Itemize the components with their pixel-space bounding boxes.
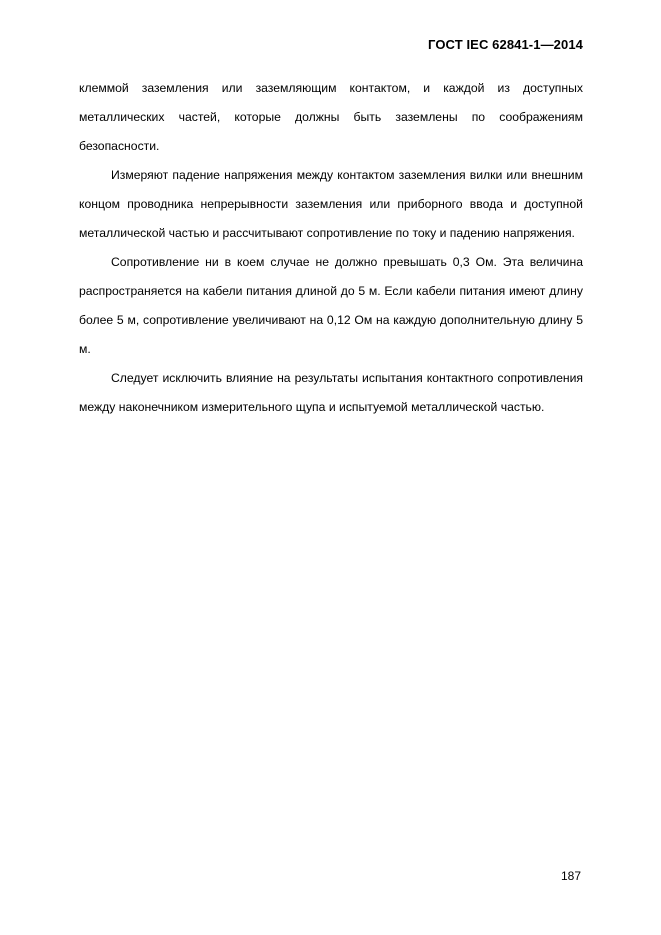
document-header: ГОСТ IEC 62841-1—2014 xyxy=(428,37,583,52)
paragraph-continuation: клеммой заземления или заземляющим контактом, и каждой из доступных металлических частей, которые должны быть заземлены по соображениям безопасности. xyxy=(79,81,583,153)
paragraph-resistance-limit: Сопротивление ни в коем случае не должно превышать 0,3 Ом. Эта величина распространяется на кабели питания длиной до 5 м. Если кабели питания имеют длину более 5 м, сопротивление увеличивают на 0,12 Ом на каждую дополнительную длину 5 м. xyxy=(79,255,583,356)
paragraph-contact-resistance: Следует исключить влияние на результаты испытания контактного сопротивления между наконечником измерительного щупа и испытуемой металлической частью. xyxy=(79,371,583,414)
paragraph-measurement: Измеряют падение напряжения между контактом заземления вилки или внешним концом проводника непрерывности заземления или приборного ввода и доступной металлической частью и рассчитывают сопротивление по току и падению напряжения. xyxy=(79,168,583,240)
page-number: 187 xyxy=(560,869,581,883)
document-body xyxy=(79,74,583,422)
